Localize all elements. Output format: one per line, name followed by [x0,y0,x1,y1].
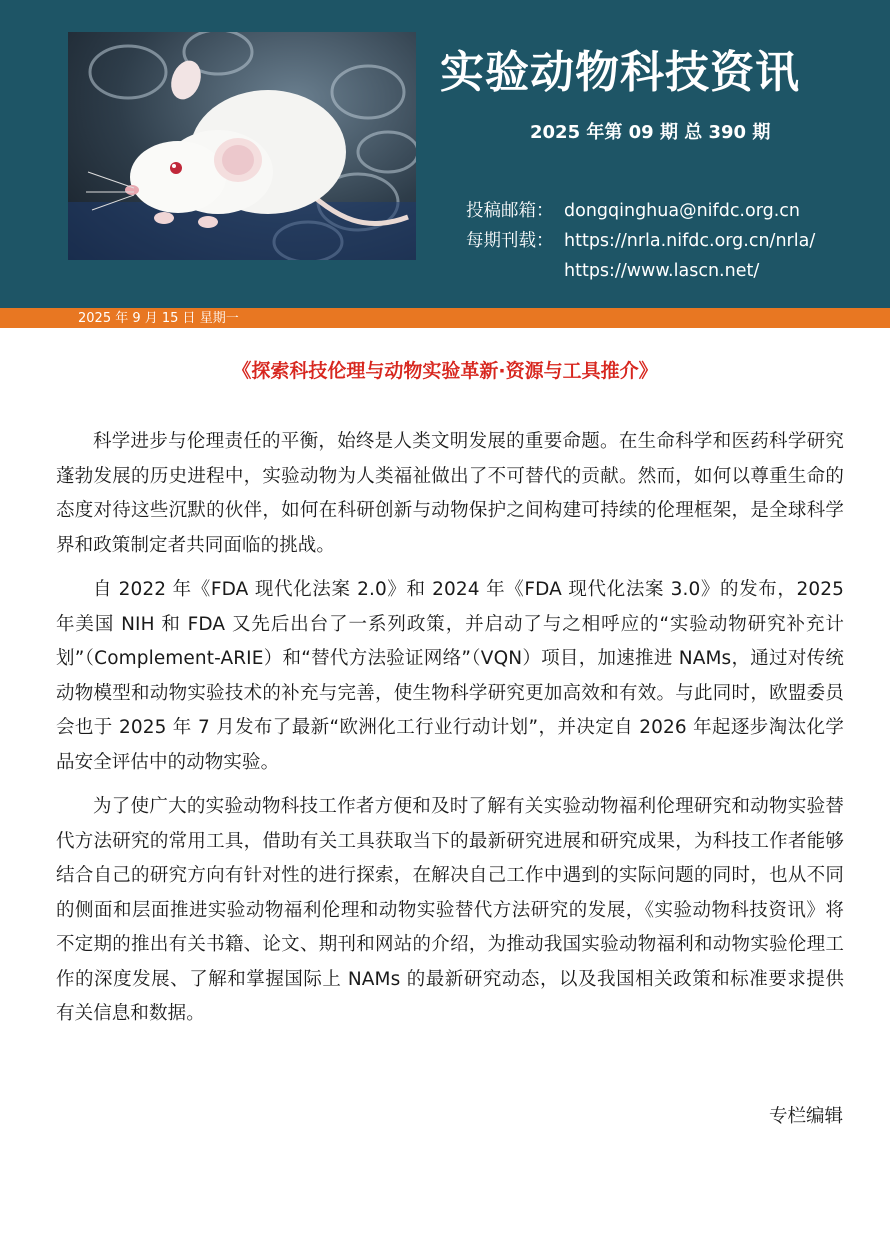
contact-label [466,256,564,286]
email-link[interactable]: dongqinghua@nifdc.org.cn [564,201,800,221]
journal-title: 实验动物科技资讯 [440,47,800,98]
signature: 专栏编辑 [768,1106,843,1127]
white-mouse-photo [68,32,416,260]
article-body [56,425,844,1042]
paragraph: 科学进步与伦理责任的平衡，始终是人类文明发展的重要命题。在生命科学和医药科学研究蓬勃发展的历史进程中，实验动物为人类福祉做出了不可替代的贡献。然而，如何以尊重生命的态度对待这些沉默的伙伴，如何在科研创新与动物保护之间构建可持续的伦理框架，是全球科学界和政策制定者共同面临的挑战。 [56,431,844,556]
article-headline: 《探索科技伦理与动物实验革新·资源与工具推介》 [232,360,658,382]
paragraph: 自 2022 年《FDA 现代化法案 2.0》和 2024 年《FDA 现代化法案 3.0》的发布，2025 年美国 NIH 和 FDA 又先后出台了一系列政策，并启动了与之相呼应的“实验动物研究补充计划”（Complement-ARIE）和“替代方法验证网络”（VQN）项目，加速推进 NAMs，通过对传统动物模型和动物实验技术的补充与完善，使生物科学研究更加高效和有效。与此同时，欧盟委员会也于 2025 年 7 月发布了最新“欧洲化工行业行动计划”，并决定自 2026 年起逐步淘汰化学品安全评估中的动物实验。 [56,579,844,773]
issue-number: 2025 年第 09 期 总 390 期 [530,122,771,143]
website-link[interactable]: https://nrla.nifdc.org.cn/nrla/ [564,231,816,251]
paragraph: 为了使广大的实验动物科技工作者方便和及时了解有关实验动物福利伦理研究和动物实验替代方法研究的常用工具，借助有关工具获取当下的最新研究进展和研究成果，为科技工作者能够结合自己的研究方向有针对性的进行探索，在解决自己工作中遇到的实际问题的同时，也从不同的侧面和层面推进实验动物福利伦理和动物实验替代方法研究的发展，《实验动物科技资讯》将不定期的推出有关书籍、论文、期刊和网站的介绍，为推动我国实验动物福利和动物实验伦理工作的深度发展、了解和掌握国际上 NAMs 的最新研究动态，以及我国相关政策和标准要求提供有关信息和数据。 [56,796,844,1024]
masthead [0,0,890,308]
website-link[interactable]: https://www.lascn.net/ [564,261,760,281]
contact-website-row [466,256,815,286]
publication-date: 2025 年 9 月 15 日 星期一 [78,311,239,326]
contact-info [466,196,815,286]
contact-label: 每期刊载： [466,231,554,251]
contact-website-row [466,226,815,256]
contact-email-row [466,196,815,226]
contact-label: 投稿邮箱： [466,201,554,221]
